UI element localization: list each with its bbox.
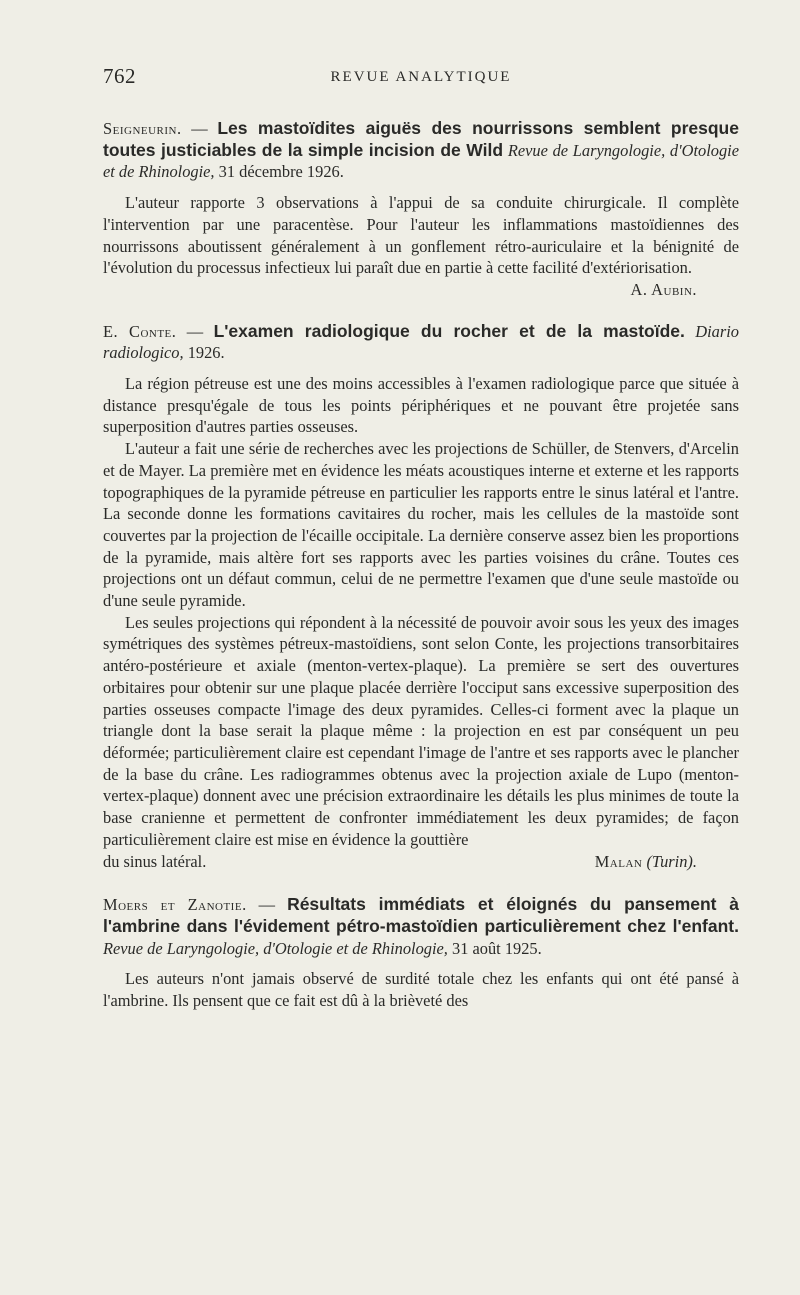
article-paragraph: Les auteurs n'ont jamais observé de surdité totale chez les enfants qui ont été pansé à l'ambrine. Ils pensent que ce fait est dû à la brièveté des xyxy=(103,969,739,1011)
article-journal: Revue de Laryngologie, d'Otologie et de Rhinologie, xyxy=(103,938,448,958)
article-journal: Revue de Laryngologie, d'Otologie et de Rhinologie, xyxy=(103,140,739,182)
article-seigneurin xyxy=(103,118,739,301)
article-last-line: du sinus latéral. xyxy=(103,851,207,871)
article-heading xyxy=(103,894,739,959)
article-author: E. Conte. xyxy=(103,321,177,341)
article-date: 31 décembre 1926. xyxy=(218,162,344,182)
article-heading xyxy=(103,321,739,364)
page-body xyxy=(103,118,739,1012)
article-title: Les mastoïdites aiguës des nourrissons semblent presque toutes justiciables de la simple incision de Wild xyxy=(103,118,739,160)
article-date: 31 août 1925. xyxy=(452,938,542,958)
article-authors: Moers et Zanotie. xyxy=(103,895,247,915)
article-journal: Diario radiologico, xyxy=(103,321,739,363)
article-signature: Malan (Turin). xyxy=(594,851,697,871)
article-title: Résultats immédiats et éloignés du pansement à l'ambrine dans l'évidement pétro-mastoïdien particulièrement chez l'enfant. xyxy=(103,894,740,936)
page-header xyxy=(103,64,739,94)
signature-place: (Turin). xyxy=(646,851,697,871)
article-date: 1926. xyxy=(187,343,225,363)
heading-separator: — xyxy=(176,321,214,341)
article-heading xyxy=(103,118,739,183)
article-signature: A. Aubin. xyxy=(630,279,697,299)
article-paragraph: L'auteur a fait une série de recherches avec les projections de Schüller, de Stenvers, d'Arcelin et de Mayer. La première met en évidence les méats acoustiques interne et externe et les rapports topographiques de la pyramide pétreuse en particulier les rapports entre le sinus latéral et l'antre. La seconde donne les formations cavitaires du rocher, mais les cellules de la mastoïde sont couvertes par la projection de l'écaille occipitale. La dernière conserve assez bien les proportions de la pyramide, mais altère fort ses rapports avec les parties voisines du crâne. Toutes ces projections ont un défaut commun, celui de ne permettre l'examen que d'une seule mastoïde ou d'une seule pyramide. xyxy=(103,439,739,611)
article-moers-zanotie xyxy=(103,894,739,1012)
article-paragraph: La région pétreuse est une des moins accessibles à l'examen radiologique parce que située à distance presqu'égale de tous les points périphériques et ne pouvant être projetée sans superposition d'autres parties osseuses. xyxy=(103,374,739,437)
article-paragraph: L'auteur rapporte 3 observations à l'appui de sa conduite chirurgicale. Il complète l'intervention par une paracentèse. Pour l'auteur les inflammations mastoïdiennes des nourrissons aboutissent généralement à un gonflement rétro-auriculaire et la bénignité de l'évolution du processus infectieux lui paraît due en partie à cette facilité d'extériorisation. xyxy=(103,193,739,278)
article-title: L'examen radiologique du rocher et de la mastoïde. xyxy=(213,320,685,341)
running-title: REVUE ANALYTIQUE xyxy=(330,69,512,85)
heading-separator: — xyxy=(181,119,218,138)
article-author: Seigneurin. xyxy=(103,119,182,138)
page-number: 762 xyxy=(103,64,136,88)
article-paragraph: Les seules projections qui répondent à la nécessité de pouvoir avoir sous les yeux des images symétriques des systèmes pétreux-mastoïdiens, sont selon Conte, les projections transorbitaires antéro-postérieure et axiale (menton-vertex-plaque). La première se sert des ouvertures orbitaires pour obtenir sur une plaque placée derrière l'occiput sans excessive superposition des parties osseuses compacte l'image des deux pyramides. Celles-ci forment avec la plaque un triangle dont la base serait la plaque même : la projection en est par conséquent un peu déformée; particulièrement claire est cependant l'image de l'antre et ses rapports avec le plancher de la base du crâne. Les radiogrammes obtenus avec la projection axiale de Lupo (menton-vertex-plaque) donnent avec une précision extraordinaire les détails les plus minimes de toute la base cranienne et permettent de confronter immédiatement les deux pyramides; de façon particulièrement claire est mise en évidence la gouttière xyxy=(103,612,739,849)
heading-separator: — xyxy=(246,895,288,915)
article-conte xyxy=(103,321,739,873)
article-closing-line xyxy=(103,851,739,873)
